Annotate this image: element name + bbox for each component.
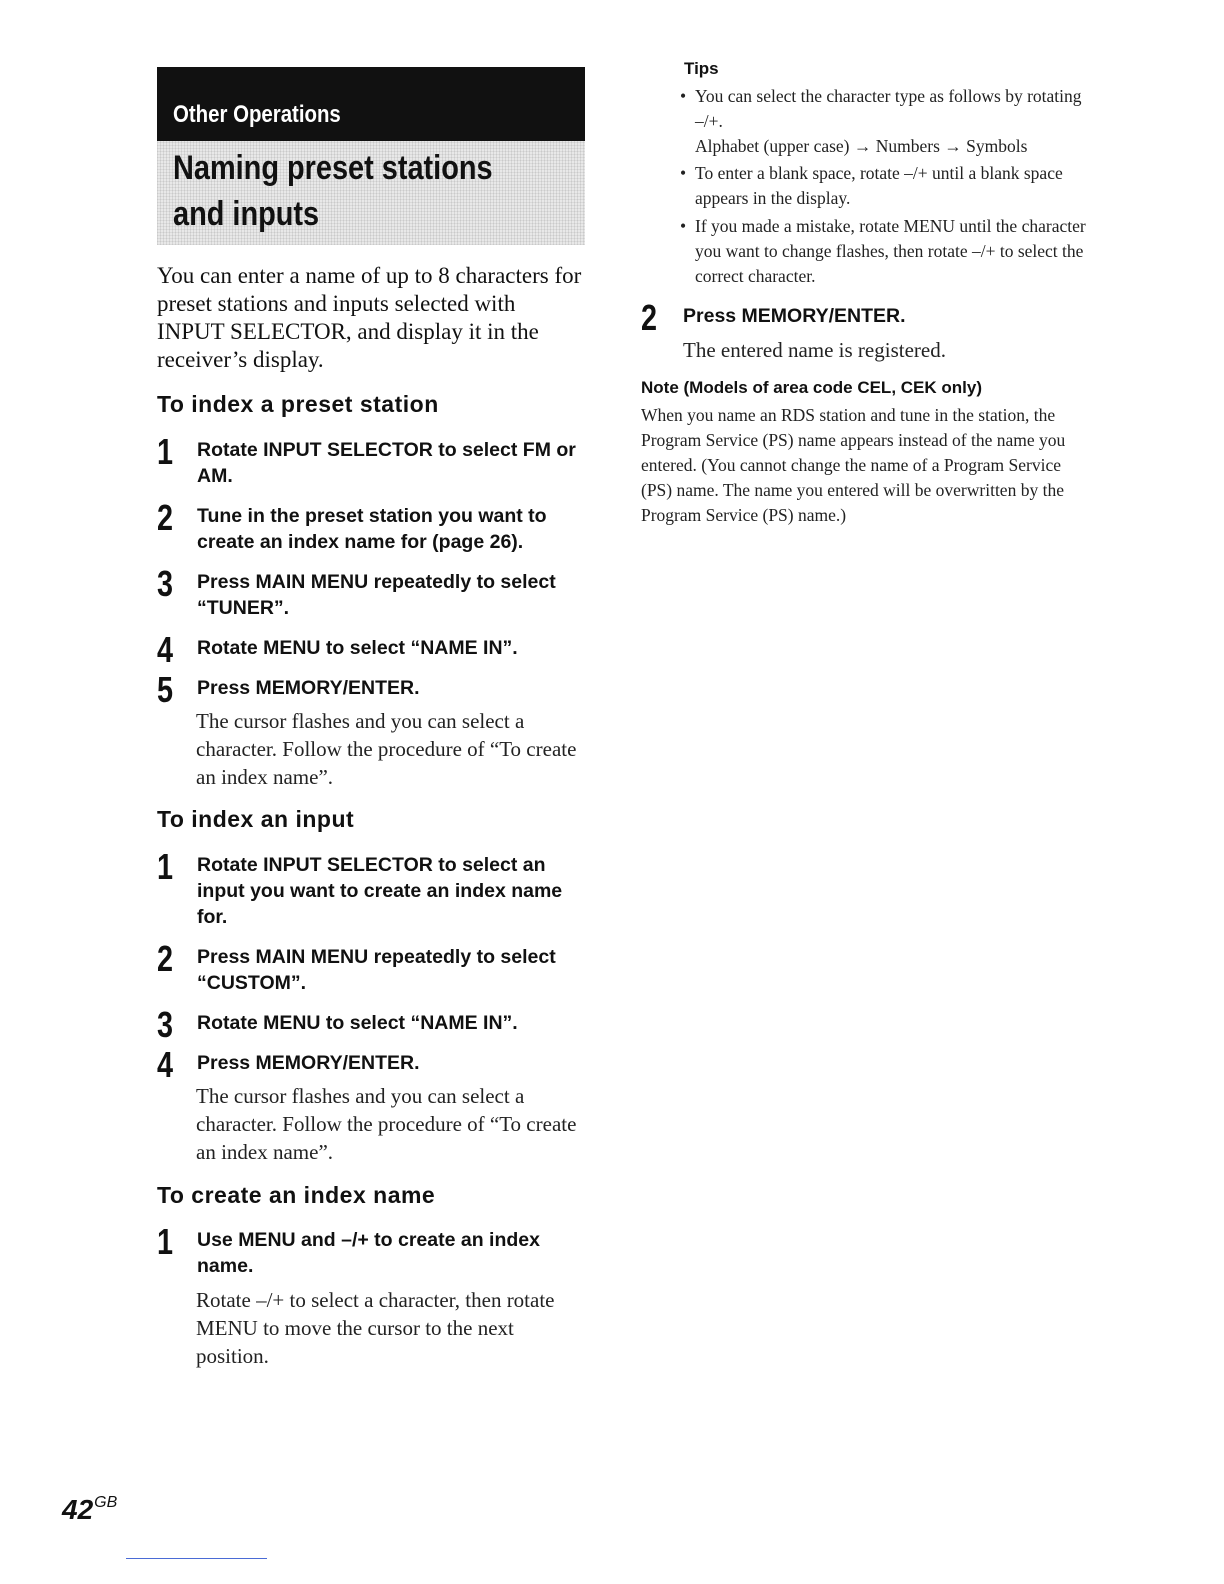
page-number	[62, 1494, 117, 1526]
step-text: Press MEMORY/ENTER.	[683, 305, 906, 327]
tip-item-1	[680, 84, 1095, 134]
step-text: Tune in the preset station you want to create an index name for (page 26).	[197, 505, 547, 553]
step-number: 1	[157, 1221, 174, 1262]
step-text: Press MEMORY/ENTER.	[197, 1052, 420, 1074]
heading-create-index: To create an index name	[157, 1182, 436, 1208]
step-text: Rotate INPUT SELECTOR to select FM or AM.	[197, 439, 576, 487]
step-number: 4	[157, 629, 174, 670]
bullet-icon: •	[680, 86, 687, 106]
step-text: Press MEMORY/ENTER.	[197, 677, 420, 699]
footer-rule	[126, 1558, 267, 1559]
input-step-4-body: The cursor flashes and you can select a character. Follow the procedure of “To create an index name”.	[196, 1084, 577, 1164]
tip-text: To enter a blank space, rotate –/+ until a blank space appears in the display.	[695, 163, 1063, 208]
create-step-1-body: Rotate –/+ to select a character, then rotate MENU to move the cursor to the next position.	[196, 1288, 555, 1368]
step-number: 2	[641, 297, 658, 338]
step-number: 2	[157, 938, 174, 979]
note-body: When you name an RDS station and tune in the station, the Program Service (PS) name appears instead of the name you entered. (You cannot change the name of a Program Service (PS) name. The name you entered will be overwritten by the Program Service (PS) name.)	[641, 405, 1066, 525]
step-number: 4	[157, 1044, 174, 1085]
heading-index-input: To index an input	[157, 806, 355, 832]
step-number: 3	[157, 563, 174, 604]
page-number-suffix: GB	[94, 1494, 118, 1511]
page-title-block	[157, 141, 585, 245]
bullet-icon: •	[680, 163, 687, 183]
step-text: Use MENU and –/+ to create an index name.	[197, 1229, 540, 1277]
step-text: Rotate INPUT SELECTOR to select an input you want to create an index name for.	[197, 854, 563, 928]
tip-sequence	[680, 134, 1095, 159]
heading-index-preset: To index a preset station	[157, 391, 439, 417]
step-text: Press MAIN MENU repeatedly to select “CUSTOM”.	[197, 946, 556, 994]
step-number: 3	[157, 1004, 174, 1045]
step-number: 1	[157, 431, 174, 472]
intro-paragraph: You can enter a name of up to 8 characters for preset stations and inputs selected with INPUT SELECTOR, and display it in the receiver’s display.	[157, 263, 582, 372]
section-label: Other Operations	[173, 101, 341, 128]
page-title-line1: Naming preset stations	[173, 149, 493, 187]
section-header-bar	[157, 67, 585, 141]
bullet-icon: •	[680, 216, 687, 236]
note-heading: Note (Models of area code CEL, CEK only)	[641, 378, 982, 397]
step-number: 2	[157, 497, 174, 538]
tip-sequence-text: Alphabet (upper case) → Numbers → Symbols	[695, 136, 1028, 156]
tip-item-2	[680, 161, 1095, 211]
tip-text: You can select the character type as follows by rotating –/+.	[695, 86, 1082, 131]
page-number-value: 42	[62, 1494, 94, 1525]
step-text: Rotate MENU to select “NAME IN”.	[197, 1012, 518, 1034]
preset-step-5-body: The cursor flashes and you can select a character. Follow the procedure of “To create an index name”.	[196, 709, 577, 789]
step-text: Rotate MENU to select “NAME IN”.	[197, 637, 518, 659]
step-number: 1	[157, 846, 174, 887]
right-step-2-body: The entered name is registered.	[683, 338, 946, 362]
tip-item-3	[680, 214, 1095, 289]
step-number: 5	[157, 669, 174, 710]
tips-heading: Tips	[684, 59, 719, 78]
step-text: Press MAIN MENU repeatedly to select “TUNER”.	[197, 571, 556, 619]
page-title-line2: and inputs	[173, 195, 320, 233]
tip-text: If you made a mistake, rotate MENU until the character you want to change flashes, then rotate –/+ to select the correct character.	[695, 216, 1086, 286]
